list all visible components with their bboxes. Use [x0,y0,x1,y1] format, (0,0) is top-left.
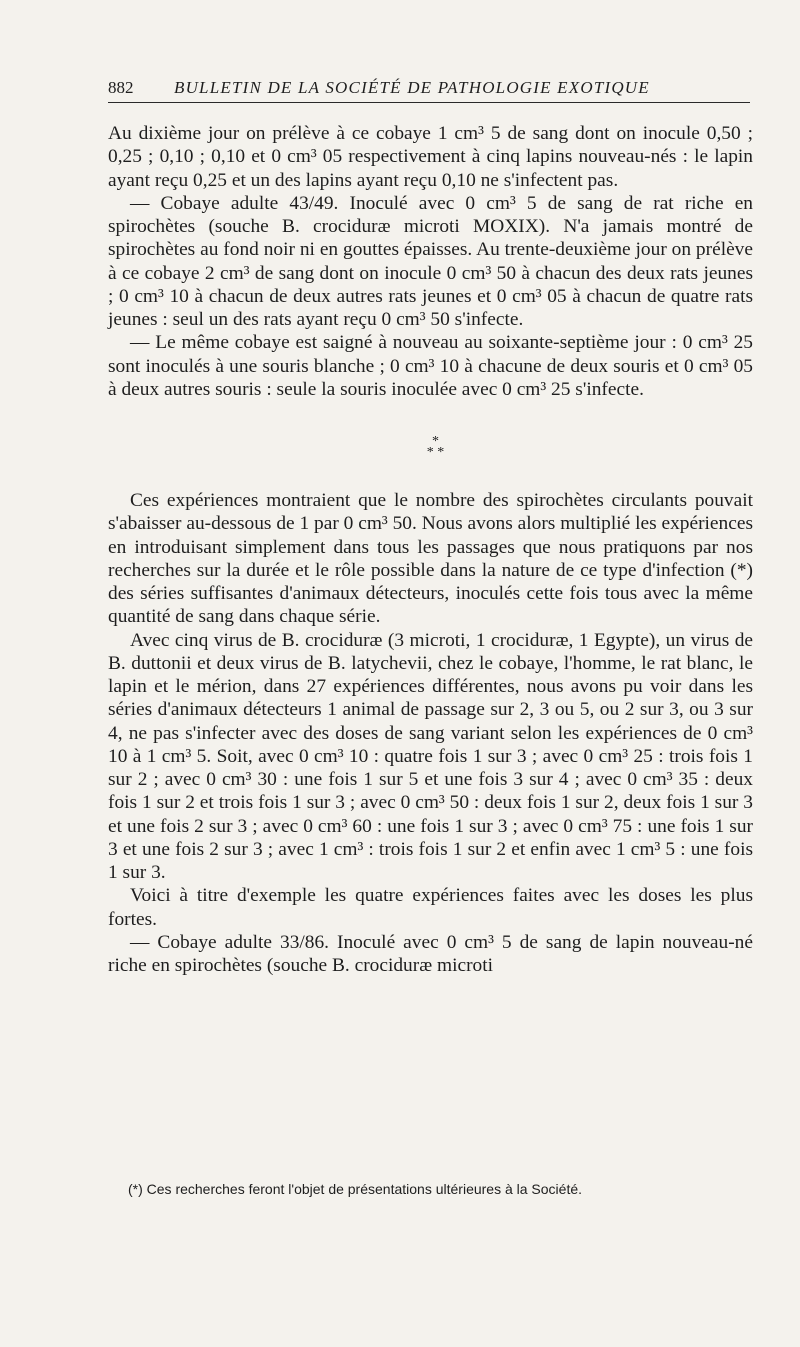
paragraph-virus-results: Avec cinq virus de B. crociduræ (3 microti, 1 crociduræ, 1 Egypte), un virus de B. duttonii et deux virus de B. latychevii, chez le cobaye, l'homme, le rat blanc, le lapin et le mérion, dans 27 expériences différentes, nous avons pu voir dans les séries d'animaux détecteurs 1 animal de passage sur 2, 3 ou 5, ou 2 sur 3, ou 3 sur 4, ne pas s'infecter avec des doses de sang variant selon les expériences de 0 cm³ 10 à 1 cm³ 5. Soit, avec 0 cm³ 10 : quatre fois 1 sur 3 ; avec 0 cm³ 25 : trois fois 1 sur 2 ; avec 0 cm³ 30 : une fois 1 sur 5 et une fois 3 sur 4 ; avec 0 cm³ 35 : deux fois 1 sur 2 et trois fois 1 sur 3 ; avec 0 cm³ 50 : deux fois 1 sur 2, deux fois 1 sur 3 et une fois 2 sur 3 ; avec 0 cm³ 60 : une fois 1 sur 3 ; avec 0 cm³ 75 : une fois 1 sur 3 et une fois 2 sur 3 ; avec 1 cm³ : trois fois 1 sur 2 et enfin avec 1 cm³ 5 : une fois 1 sur 3. [108,629,753,883]
paragraph-experiment-43-49: — Cobaye adulte 43/49. Inoculé avec 0 cm³ 5 de sang de rat riche en spirochètes (souche B. crociduræ microti MOXIX). N'a jamais montré de spirochètes au fond noir ni en gouttes épaisses. Au trente-deuxième jour on prélève à ce cobaye 2 cm³ de sang dont on inocule 0 cm³ 50 à chacun des deux rats jeunes ; 0 cm³ 10 à chacun de deux autres rats jeunes et 0 cm³ 05 à chacun de quatre rats jeunes : seul un des rats ayant reçu 0 cm³ 50 s'infecte. [108,192,753,330]
paragraph-examples-intro: Voici à titre d'exemple les quatre expériences faites avec les doses les plus fortes. [108,885,753,930]
page-header [108,78,750,103]
paragraph-experiment-33-86: — Cobaye adulte 33/86. Inoculé avec 0 cm³ 5 de sang de lapin nouveau-né riche en spirochètes (souche B. crociduræ microti [108,931,753,976]
paragraph-continuation: Au dixième jour on prélève à ce cobaye 1 cm³ 5 de sang dont on inocule 0,50 ; 0,25 ; 0,10 ; 0,10 et 0 cm³ 05 respectivement à cinq lapins nouveau-nés : le lapin ayant reçu 0,25 et un des lapins ayant reçu 0,10 ne s'infectent pas. [108,123,753,191]
paragraph-second-bleeding: — Le même cobaye est saigné à nouveau au soixante-septième jour : 0 cm³ 25 sont inoculés à une souris blanche ; 0 cm³ 10 à chacune de deux souris et 0 cm³ 05 à deux autres souris : seule la souris inoculée avec 0 cm³ 25 s'infecte. [108,332,753,400]
body-text [108,122,753,977]
section-asterism [108,436,753,458]
footnote: (*) Ces recherches feront l'objet de présentations ultérieures à la Société. [128,1181,583,1197]
running-title: BULLETIN DE LA SOCIÉTÉ DE PATHOLOGIE EXOTIQUE [174,78,650,97]
paragraph-multiplied-experiments: Ces expériences montraient que le nombre des spirochètes circulants pouvait s'abaisser au-dessous de 1 par 0 cm³ 50. Nous avons alors multiplié les expériences en introduisant simplement dans tous les passages que nous pratiquons par nos recherches sur la durée et le rôle possible dans la nature de ce type d'infection (*) des séries suffisantes d'animaux détecteurs, inoculés cette fois tous avec la même quantité de sang dans chaque série. [108,490,753,628]
asterism-top: * [432,434,439,449]
page-number: 882 [108,78,134,97]
asterism-bottom: * * [426,445,445,460]
